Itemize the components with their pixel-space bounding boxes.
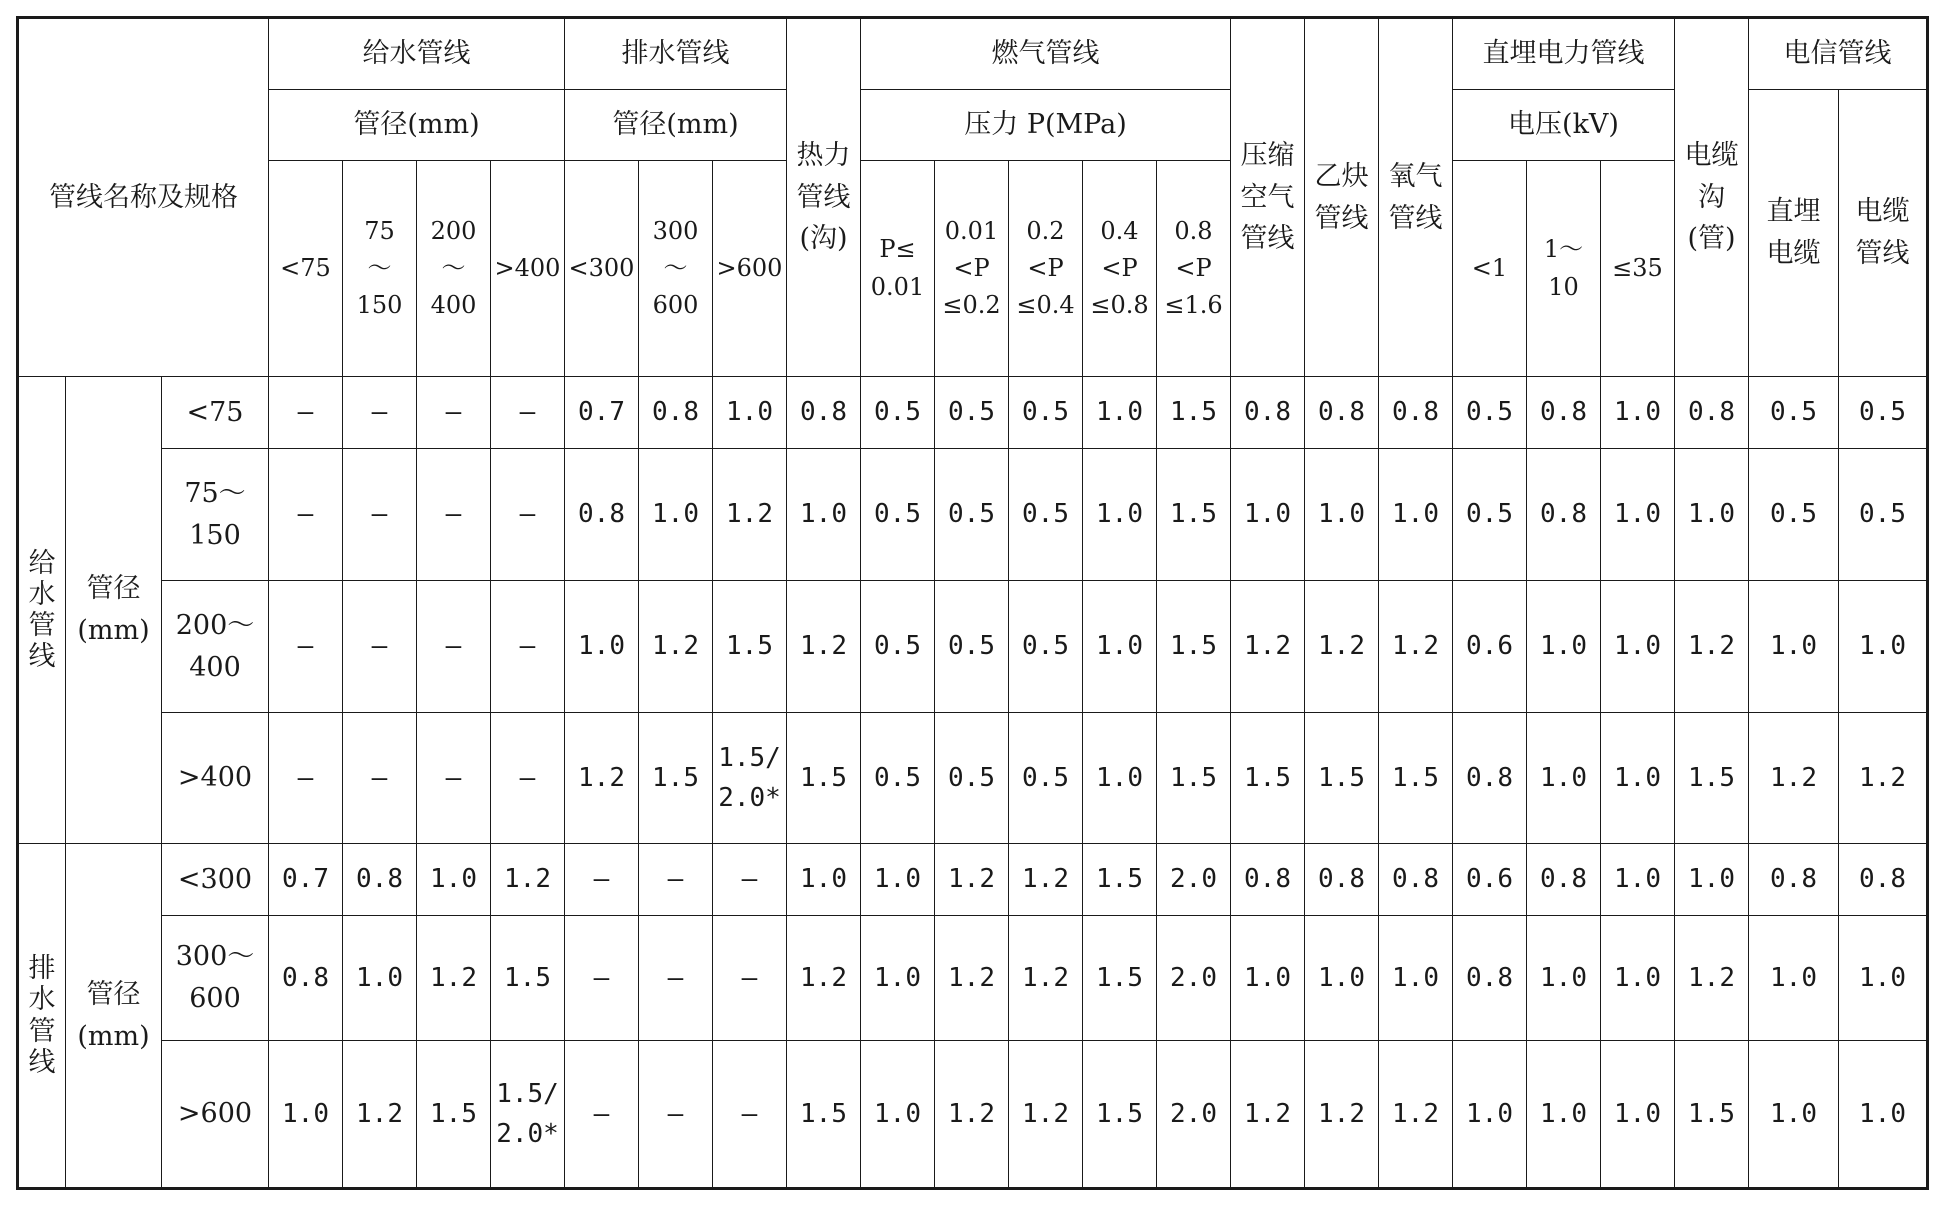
table-cell: —: [343, 713, 417, 844]
table-cell: 1.5: [1305, 713, 1379, 844]
table-cell: 0.6: [1453, 581, 1527, 713]
table-cell: 1.0: [1601, 916, 1675, 1041]
table-cell: 1.2: [1749, 713, 1839, 844]
group-label: [18, 377, 66, 844]
table-cell: 0.5: [861, 581, 935, 713]
table-row: [18, 581, 1928, 713]
row-spec: 75～ 150: [162, 449, 269, 581]
table-cell: 0.5: [1453, 377, 1527, 449]
table-cell: 1.0: [1601, 844, 1675, 916]
table-cell: 1.2: [1009, 1041, 1083, 1189]
drainage-subheader: 管径(mm): [565, 90, 787, 161]
table-cell: 0.8: [1749, 844, 1839, 916]
dr-col-header: 300 ～ 600: [639, 161, 713, 377]
acetylene-header: 乙炔 管线: [1305, 18, 1379, 377]
table-row: [18, 916, 1928, 1041]
row-spec: 300～ 600: [162, 916, 269, 1041]
table-cell: 1.2: [1839, 713, 1928, 844]
table-cell: 1.5: [417, 1041, 491, 1189]
table-cell: 1.2: [1231, 581, 1305, 713]
telecom-header: 电信管线: [1749, 18, 1928, 90]
table-cell: 0.7: [565, 377, 639, 449]
table-cell: 1.0: [1675, 449, 1749, 581]
table-cell: —: [269, 713, 343, 844]
table-cell: —: [269, 449, 343, 581]
gas-col-header: 0.4 <P ≤0.8: [1083, 161, 1157, 377]
table-cell: 1.2: [787, 916, 861, 1041]
table-cell: 0.8: [1527, 377, 1601, 449]
table-cell: 1.0: [1675, 844, 1749, 916]
table-cell: 0.8: [1675, 377, 1749, 449]
table-cell: —: [343, 581, 417, 713]
table-cell: 1.0: [1839, 916, 1928, 1041]
table-cell: 1.2: [1305, 581, 1379, 713]
heat-pipe-header: 热力 管线 (沟): [787, 18, 861, 377]
power-header: 直埋电力管线: [1453, 18, 1675, 90]
table-cell: 1.0: [343, 916, 417, 1041]
table-cell: 0.5: [1453, 449, 1527, 581]
table-cell: 1.0: [1527, 713, 1601, 844]
table-cell: —: [713, 844, 787, 916]
table-cell: —: [491, 713, 565, 844]
table-cell: 2.0: [1157, 916, 1231, 1041]
table-cell: 1.5: [1157, 581, 1231, 713]
power-col-header: <1: [1453, 161, 1527, 377]
water-supply-header: 给水管线: [269, 18, 565, 90]
group-sub-label: 管径 (mm): [66, 844, 162, 1189]
table-cell: 0.5: [935, 713, 1009, 844]
gas-header: 燃气管线: [861, 18, 1231, 90]
table-cell: 1.0: [1527, 916, 1601, 1041]
table-cell: 1.5/ 2.0*: [713, 713, 787, 844]
table-cell: —: [417, 449, 491, 581]
oxygen-header: 氧气 管线: [1379, 18, 1453, 377]
row-spec: <300: [162, 844, 269, 916]
table-cell: 1.0: [1379, 916, 1453, 1041]
table-cell: 1.5: [1083, 1041, 1157, 1189]
group-label-text: 排水管线: [28, 953, 56, 1078]
table-cell: 0.8: [1453, 916, 1527, 1041]
table-cell: —: [491, 377, 565, 449]
table-cell: 0.8: [565, 449, 639, 581]
table-cell: 1.2: [787, 581, 861, 713]
gas-col-header: 0.2 <P ≤0.4: [1009, 161, 1083, 377]
table-cell: —: [269, 377, 343, 449]
table-cell: 1.2: [935, 916, 1009, 1041]
table-cell: 0.8: [1453, 713, 1527, 844]
table-cell: 1.0: [1839, 581, 1928, 713]
group-label-text: 给水管线: [28, 547, 56, 673]
table-cell: 1.5: [1157, 713, 1231, 844]
table-cell: 1.0: [1601, 377, 1675, 449]
table-row: [18, 449, 1928, 581]
table-cell: 1.5: [1675, 1041, 1749, 1189]
table-cell: —: [269, 581, 343, 713]
table-cell: 1.2: [1305, 1041, 1379, 1189]
table-cell: —: [639, 916, 713, 1041]
table-cell: 1.5: [1157, 377, 1231, 449]
ws-col-header: 75 ～ 150: [343, 161, 417, 377]
table-cell: 1.0: [787, 449, 861, 581]
table-cell: 0.5: [861, 449, 935, 581]
table-cell: 1.5: [1379, 713, 1453, 844]
table-cell: —: [343, 377, 417, 449]
table-cell: 1.0: [565, 581, 639, 713]
table-cell: 1.0: [639, 449, 713, 581]
table-row: [18, 377, 1928, 449]
table-cell: 1.0: [1305, 916, 1379, 1041]
dr-col-header: <300: [565, 161, 639, 377]
table-cell: 0.5: [1009, 713, 1083, 844]
table-cell: 1.0: [1083, 449, 1157, 581]
table-row: [18, 713, 1928, 844]
table-row: [18, 844, 1928, 916]
table-cell: 1.5: [1675, 713, 1749, 844]
table-cell: 0.8: [1231, 844, 1305, 916]
table-cell: 0.5: [1009, 449, 1083, 581]
table-cell: —: [343, 449, 417, 581]
table-cell: 1.5: [713, 581, 787, 713]
table-cell: 0.8: [1527, 449, 1601, 581]
table-cell: 1.0: [1379, 449, 1453, 581]
table-cell: 1.0: [1601, 581, 1675, 713]
table-cell: —: [417, 581, 491, 713]
table-cell: 1.0: [1839, 1041, 1928, 1189]
table-cell: 0.8: [1379, 844, 1453, 916]
table-cell: 1.5: [787, 713, 861, 844]
table-cell: 0.8: [787, 377, 861, 449]
table-cell: 0.5: [935, 377, 1009, 449]
table-cell: 1.0: [1083, 581, 1157, 713]
table-cell: 2.0: [1157, 1041, 1231, 1189]
table-cell: 0.5: [935, 581, 1009, 713]
corner-header: 管线名称及规格: [18, 18, 269, 377]
table-cell: 1.0: [1231, 916, 1305, 1041]
table-cell: —: [639, 1041, 713, 1189]
table-cell: 1.2: [1009, 844, 1083, 916]
table-cell: —: [491, 581, 565, 713]
gas-col-header: P≤ 0.01: [861, 161, 935, 377]
table-cell: 1.0: [1601, 713, 1675, 844]
table-cell: 1.2: [713, 449, 787, 581]
cable-trench-header: 电缆 沟 (管): [1675, 18, 1749, 377]
row-spec: >400: [162, 713, 269, 844]
table-cell: 2.0: [1157, 844, 1231, 916]
table-cell: 0.5: [1009, 581, 1083, 713]
table-cell: 1.0: [861, 844, 935, 916]
table-cell: 0.5: [935, 449, 1009, 581]
table-cell: 1.0: [1231, 449, 1305, 581]
table-cell: 1.5: [491, 916, 565, 1041]
table-cell: 1.0: [269, 1041, 343, 1189]
table-cell: 1.0: [1749, 916, 1839, 1041]
table-cell: 1.0: [1083, 713, 1157, 844]
table-cell: —: [565, 844, 639, 916]
table-cell: 1.5: [1231, 713, 1305, 844]
table-cell: 1.0: [713, 377, 787, 449]
table-cell: 1.2: [1379, 581, 1453, 713]
table-cell: 1.2: [1379, 1041, 1453, 1189]
table-cell: 1.5: [1157, 449, 1231, 581]
table-cell: 0.6: [1453, 844, 1527, 916]
table-cell: —: [713, 1041, 787, 1189]
row-spec: >600: [162, 1041, 269, 1189]
table-cell: —: [417, 377, 491, 449]
table-cell: 1.0: [787, 844, 861, 916]
table-cell: 1.2: [565, 713, 639, 844]
table-cell: 1.2: [491, 844, 565, 916]
power-subheader: 电压(kV): [1453, 90, 1675, 161]
table-cell: 1.0: [417, 844, 491, 916]
table-cell: 1.5: [787, 1041, 861, 1189]
table-cell: 1.0: [1749, 581, 1839, 713]
table-cell: 0.5: [861, 713, 935, 844]
power-col-header: ≤35: [1601, 161, 1675, 377]
table-cell: 1.2: [639, 581, 713, 713]
water-supply-subheader: 管径(mm): [269, 90, 565, 161]
table-cell: 1.5: [1083, 844, 1157, 916]
table-cell: 1.2: [935, 844, 1009, 916]
ws-col-header: >400: [491, 161, 565, 377]
table-cell: 1.2: [1231, 1041, 1305, 1189]
table-cell: 0.5: [1839, 449, 1928, 581]
table-cell: 1.0: [1749, 1041, 1839, 1189]
table-cell: 0.8: [1379, 377, 1453, 449]
table-cell: —: [713, 916, 787, 1041]
table-cell: 1.5: [639, 713, 713, 844]
power-col-header: 1～ 10: [1527, 161, 1601, 377]
table-cell: 1.0: [1305, 449, 1379, 581]
gas-subheader: 压力 P(MPa): [861, 90, 1231, 161]
table-row: [18, 1041, 1928, 1189]
table-cell: 1.0: [861, 1041, 935, 1189]
group-label: [18, 844, 66, 1189]
table-cell: 0.8: [1839, 844, 1928, 916]
table-cell: —: [417, 713, 491, 844]
table-cell: 0.7: [269, 844, 343, 916]
table-cell: 0.5: [1749, 377, 1839, 449]
table-cell: 0.5: [1749, 449, 1839, 581]
table-cell: —: [491, 449, 565, 581]
table-cell: 0.5: [1009, 377, 1083, 449]
table-cell: 0.5: [861, 377, 935, 449]
row-spec: <75: [162, 377, 269, 449]
table-cell: 1.2: [417, 916, 491, 1041]
table-cell: 0.5: [1839, 377, 1928, 449]
table-cell: 1.2: [935, 1041, 1009, 1189]
table-cell: 0.8: [1231, 377, 1305, 449]
table-cell: 1.2: [343, 1041, 417, 1189]
telecom-cable-duct-header: 电缆 管线: [1839, 90, 1928, 377]
table-cell: 0.8: [639, 377, 713, 449]
table-cell: 1.0: [1527, 581, 1601, 713]
table-cell: 1.2: [1675, 916, 1749, 1041]
dr-col-header: >600: [713, 161, 787, 377]
table-cell: 0.8: [343, 844, 417, 916]
drainage-header: 排水管线: [565, 18, 787, 90]
ws-col-header: 200 ～ 400: [417, 161, 491, 377]
table-cell: 1.0: [1527, 1041, 1601, 1189]
gas-col-header: 0.01 <P ≤0.2: [935, 161, 1009, 377]
table-cell: 1.2: [1675, 581, 1749, 713]
table-cell: 0.8: [269, 916, 343, 1041]
gas-col-header: 0.8 <P ≤1.6: [1157, 161, 1231, 377]
table-cell: —: [565, 916, 639, 1041]
table-cell: 0.8: [1305, 377, 1379, 449]
table-cell: 1.0: [1601, 449, 1675, 581]
table-cell: —: [565, 1041, 639, 1189]
table-cell: 1.2: [1009, 916, 1083, 1041]
telecom-direct-cable-header: 直埋 电缆: [1749, 90, 1839, 377]
table-cell: 1.0: [1083, 377, 1157, 449]
row-spec: 200～ 400: [162, 581, 269, 713]
table-cell: 0.8: [1527, 844, 1601, 916]
ws-col-header: <75: [269, 161, 343, 377]
table-cell: 1.0: [1453, 1041, 1527, 1189]
table-cell: 1.5: [1083, 916, 1157, 1041]
group-sub-label: 管径 (mm): [66, 377, 162, 844]
table-cell: 1.0: [861, 916, 935, 1041]
pipeline-spacing-table: [16, 16, 1929, 1190]
table-cell: —: [639, 844, 713, 916]
table-cell: 1.0: [1601, 1041, 1675, 1189]
table-cell: 1.5/ 2.0*: [491, 1041, 565, 1189]
compressed-air-header: 压缩 空气 管线: [1231, 18, 1305, 377]
table-cell: 0.8: [1305, 844, 1379, 916]
